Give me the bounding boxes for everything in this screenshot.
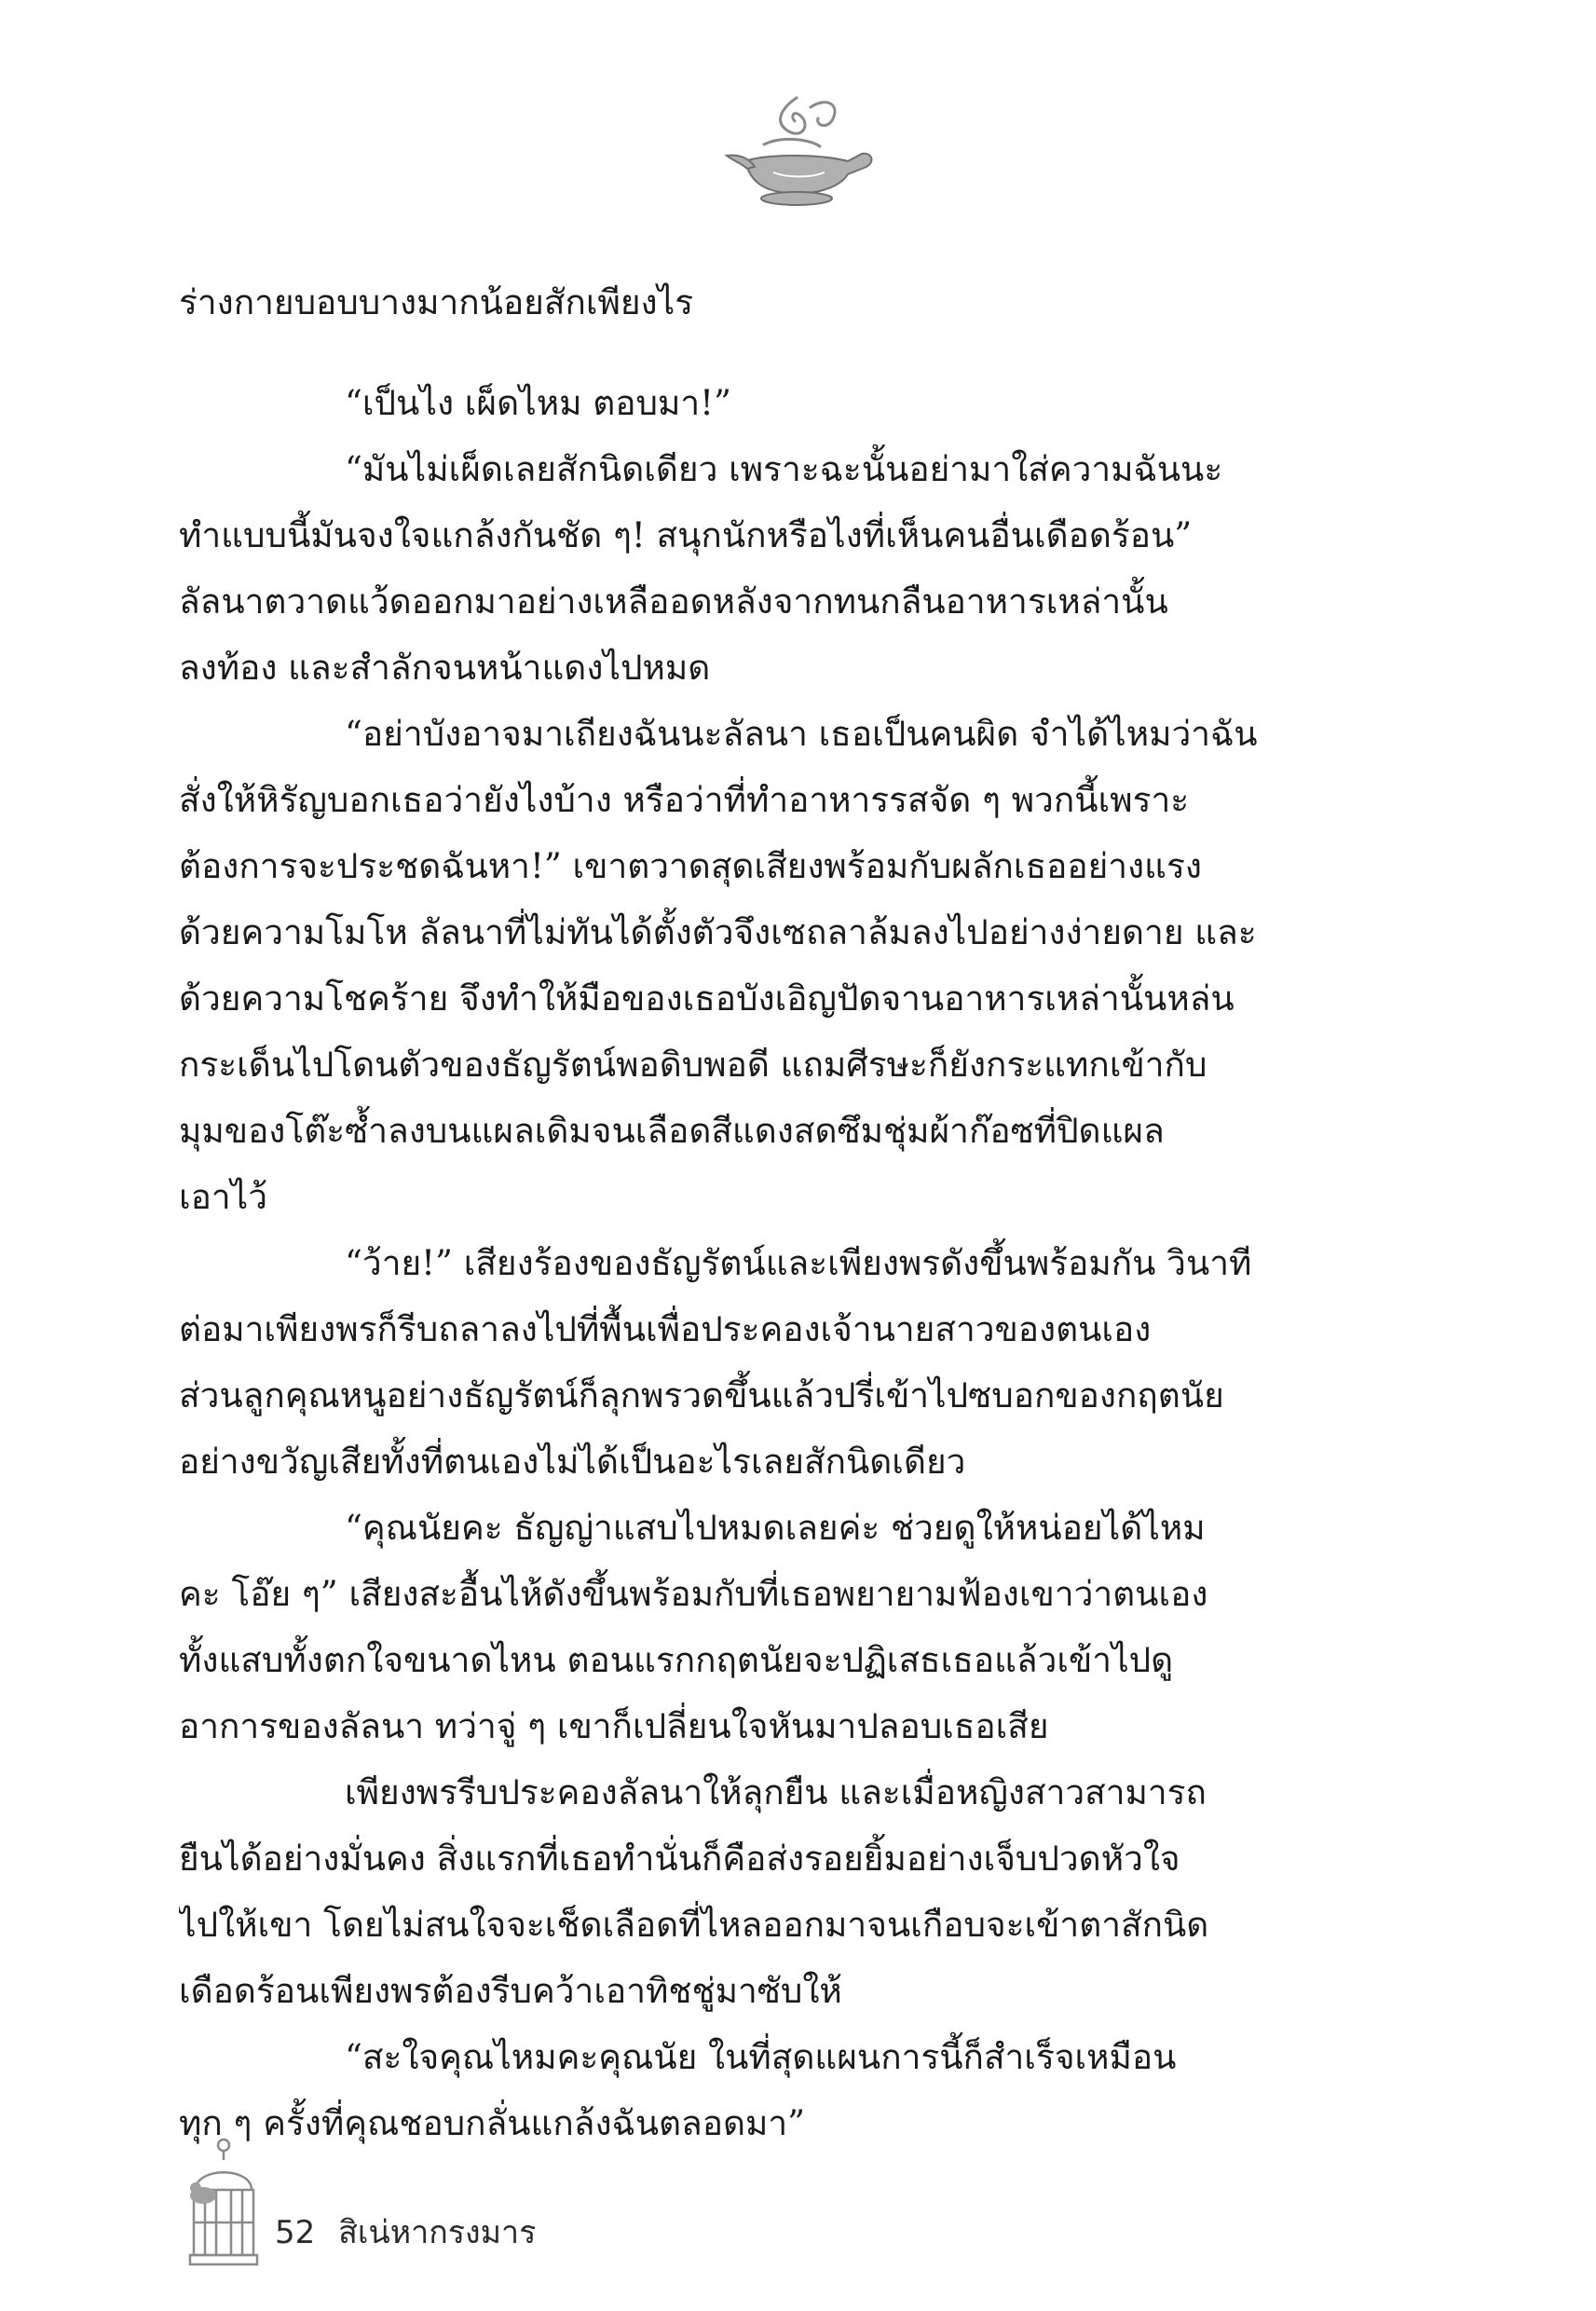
text-line: กระเด็นไปโดนตัวของธัญรัตน์พอดิบพอดี แถมศีรษะก็ยังกระแทกเข้ากับ (179, 1045, 1207, 1085)
text-line: ลงท้อง และสำลักจนหน้าแดงไปหมด (179, 648, 711, 688)
text-line: ไปให้เขา โดยไม่สนใจจะเช็ดเลือดที่ไหลออกมาจนเกือบจะเข้าตาสักนิด (179, 1905, 1209, 1945)
text-line: ทำแบบนี้มันจงใจแกล้งกันชัด ๆ! สนุกนักหรือไงที่เห็นคนอื่นเดือดร้อน” (179, 515, 1193, 555)
text-line: “เป็นไง เผ็ดไหม ตอบมา!” (345, 383, 731, 423)
page-footer (186, 2134, 745, 2274)
text-line: ลัลนาตวาดแว้ดออกมาอย่างเหลืออดหลังจากทนกลืนอาหารเหล่านั้น (179, 581, 1168, 622)
text-line: มุมของโต๊ะซ้ำลงบนแผลเดิมจนเลือดสีแดงสดซึมชุ่มผ้าก๊อซที่ปิดแผล (179, 1111, 1165, 1151)
text-line: “มันไม่เผ็ดเลยสักนิดเดียว เพราะฉะนั้นอย่ามาใส่ความฉันนะ (345, 449, 1223, 489)
page-number: 52 (275, 2214, 316, 2251)
genie-lamp-icon (708, 89, 885, 219)
footer-text (275, 2207, 549, 2257)
book-title: สิเน่หากรงมาร (338, 2214, 537, 2251)
text-line: ทุก ๆ ครั้งที่คุณชอบกลั่นแกล้งฉันตลอดมา” (179, 2103, 806, 2143)
text-line: ส่วนลูกคุณหนูอย่างธัญรัตน์ก็ลุกพรวดขึ้นแล้วปรี่เข้าไปซบอกของกฤตนัย (179, 1375, 1224, 1415)
text-line: ต่อมาเพียงพรก็รีบถลาลงไปที่พื้นเพื่อประคองเจ้านายสาวของตนเอง (179, 1309, 1152, 1349)
birdcage-icon (186, 2134, 261, 2274)
text-line: เอาไว้ (179, 1177, 268, 1217)
text-line: ทั้งแสบทั้งตกใจขนาดไหน ตอนแรกกฤตนัยจะปฏิเสธเธอแล้วเข้าไปดู (179, 1640, 1174, 1680)
text-line: สั่งให้หิรัญบอกเธอว่ายังไงบ้าง หรือว่าที่ทำอาหารรสจัด ๆ พวกนี้เพราะ (179, 780, 1190, 820)
text-line: เดือดร้อนเพียงพรต้องรีบคว้าเอาทิชชู่มาซับให้ (179, 1971, 842, 2011)
text-line: “ว้าย!” เสียงร้องของธัญรัตน์และเพียงพรดังขึ้นพร้อมกัน วินาที (345, 1243, 1252, 1283)
text-line: คะ โอ๊ย ๆ” เสียงสะอื้นไห้ดังขึ้นพร้อมกับที่เธอพยายามฟ้องเขาว่าตนเอง (179, 1574, 1208, 1614)
text-line: ยืนได้อย่างมั่นคง สิ่งแรกที่เธอทำนั่นก็คือส่งรอยยิ้มอย่างเจ็บปวดหัวใจ (179, 1839, 1180, 1879)
text-line: “อย่าบังอาจมาเถียงฉันนะลัลนา เธอเป็นคนผิด จำได้ไหมว่าฉัน (345, 714, 1258, 754)
text-line: ด้วยความโมโห ลัลนาที่ไม่ทันได้ตั้งตัวจึงเซถลาล้มลงไปอย่างง่ายดาย และ (179, 912, 1257, 952)
text-line: อย่างขวัญเสียทั้งที่ตนเองไม่ได้เป็นอะไรเลยสักนิดเดียว (179, 1442, 966, 1482)
text-line: “คุณนัยคะ ธัญญ่าแสบไปหมดเลยค่ะ ช่วยดูให้หน่อยได้ไหม (345, 1508, 1206, 1548)
text-line: ร่างกายบอบบางมากน้อยสักเพียงไร (179, 282, 694, 322)
text-line: อาการของลัลนา ทว่าจู่ ๆ เขาก็เปลี่ยนใจหันมาปลอบเธอเสีย (179, 1706, 1049, 1746)
text-line: ต้องการจะประชดฉันหา!” เขาตวาดสุดเสียงพร้อมกับผลักเธออย่างแรง (179, 846, 1202, 886)
text-line: “สะใจคุณไหมคะคุณนัย ในที่สุดแผนการนี้ก็สำเร็จเหมือน (345, 2037, 1177, 2077)
text-line: เพียงพรรีบประคองลัลนาให้ลุกยืน และเมื่อหญิงสาวสามารถ (345, 1772, 1207, 1812)
body-text (179, 235, 1376, 2156)
text-line: ด้วยความโชคร้าย จึงทำให้มือของเธอบังเอิญปัดจานอาหารเหล่านั้นหล่น (179, 978, 1235, 1019)
